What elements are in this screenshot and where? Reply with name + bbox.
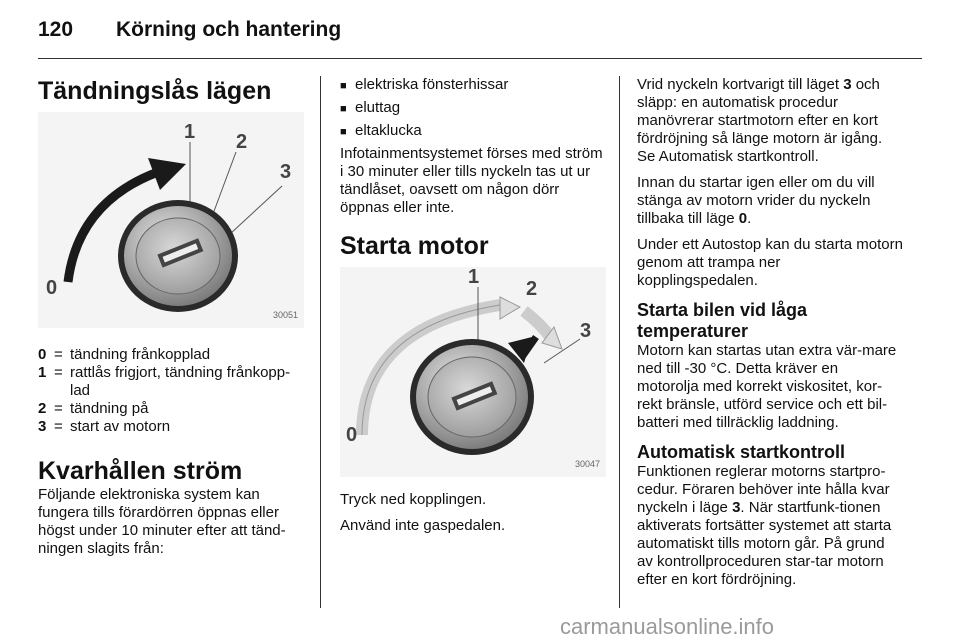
list-item: ■ elektriska fönsterhissar (340, 76, 509, 93)
infotainment-text: Infotainmentsystemet förses med ström i 30 minuter eller tills nyckeln tas ut ur tändlåset, oavsett om någon dörr öppnas eller inte. (340, 145, 603, 216)
figure-label: 0 (46, 277, 58, 299)
list-item: ■ eltaklucka (340, 122, 422, 139)
legend (38, 346, 304, 436)
figure-number: 30051 (272, 310, 298, 320)
page-header (38, 18, 341, 46)
heading-auto-start-control: Automatisk startkontroll (637, 442, 846, 462)
heading-retained-power: Kvarhållen ström (38, 457, 243, 485)
heading-cold-start: Starta bilen vid låga temperaturer (637, 300, 808, 341)
column-3 (637, 76, 903, 597)
watermark: carmanualsonline.info (560, 614, 775, 639)
figure-start-engine (340, 267, 606, 477)
heading-ignition-positions: Tändningslås lägen (38, 77, 272, 105)
legend-row: 2 = tändning på (38, 400, 149, 417)
retained-power-text: Följande elektroniska system kan fungera tills förardörren öppnas eller högst under 10 minuter efter att tänd-ningen slagits från: (38, 486, 286, 557)
figure-label: 1 (468, 267, 480, 288)
figure-label: 2 (526, 278, 538, 300)
column-2 (340, 76, 606, 543)
clutch-text: Tryck ned kopplingen. (340, 491, 487, 508)
turn-key-text: Vrid nyckeln kortvarigt till läget 3 och släpp: en automatisk procedur manövrerar startmotorn efter en kort fördröjning så länge motorn är igång. Se Automatisk startkontroll. (637, 76, 883, 165)
figure-label: 1 (184, 121, 196, 143)
page-number: 120 (38, 18, 74, 41)
restart-text: Innan du startar igen eller om du vill stänga av motorn vrider du nyckeln tillbaka till läge 0. (637, 174, 875, 227)
figure-label: 2 (236, 131, 248, 153)
figure-number: 30047 (574, 459, 600, 469)
legend-row: 1 = rattlås frigjort, tändning frånkopp-lad (38, 364, 291, 399)
cold-start-text: Motorn kan startas utan extra vär-mare ned till -30 °C. Detta kräver en motorolja med korrekt viskositet, kor-rekt bränsle, utförd service och ett bil-batteri med tillräcklig laddning. (637, 342, 897, 431)
list-item: ■ eluttag (340, 99, 401, 116)
legend-row: 0 = tändning frånkopplad (38, 346, 211, 363)
throttle-text: Använd inte gaspedalen. (340, 517, 506, 534)
header-rule (38, 58, 922, 59)
legend-row: 3 = start av motorn (38, 418, 171, 435)
autostop-text: Under ett Autostop kan du starta motorn genom att trampa ner kopplingspedalen. (637, 236, 903, 289)
section-title: Körning och hantering (116, 18, 342, 41)
column-divider-2 (619, 76, 620, 608)
column-divider-1 (320, 76, 321, 608)
figure-label: 3 (580, 320, 592, 342)
figure-ignition-switch (38, 112, 304, 328)
heading-start-engine: Starta motor (340, 232, 489, 260)
column-1 (38, 76, 304, 566)
figure-label: 0 (346, 424, 358, 446)
auto-start-control-text: Funktionen reglerar motorns startpro-cedur. Föraren behöver inte hålla kvar nyckeln i läge 3. När startfunk-tionen aktiverats fortsätter systemet att starta automatiskt tills motorn går. På grund av kontrollproceduren star-tar motorn efter en kort fördröjning. (637, 463, 892, 588)
figure-label: 3 (280, 161, 292, 183)
